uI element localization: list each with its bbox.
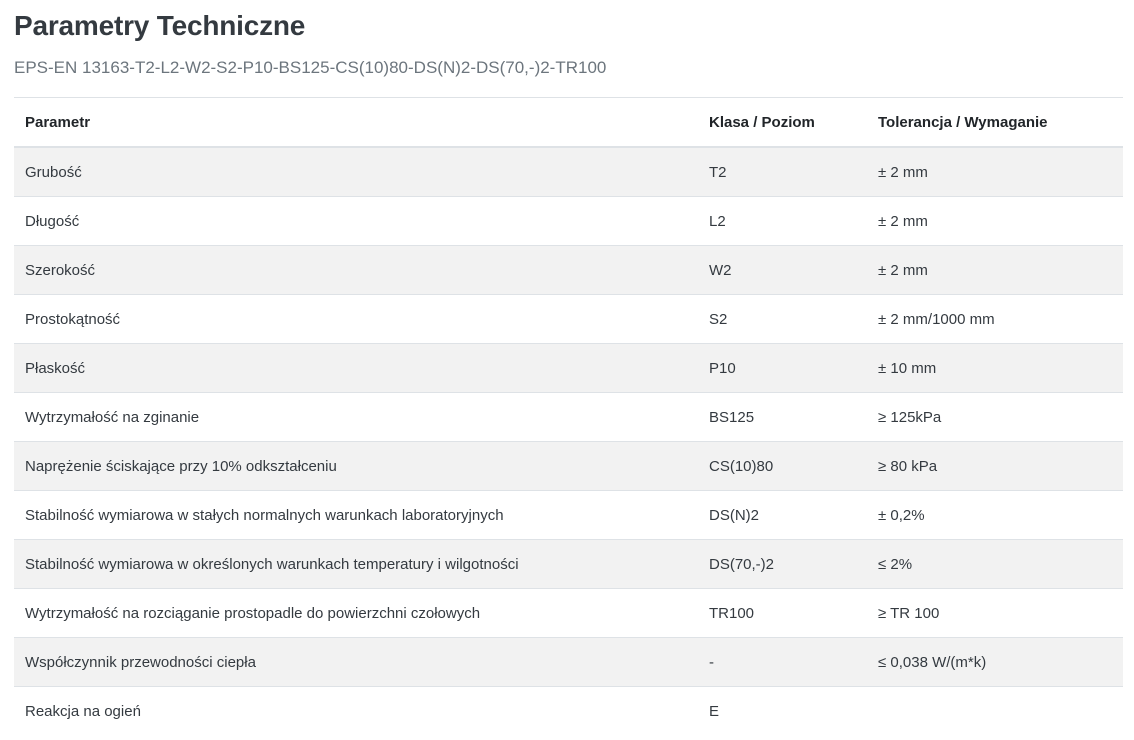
cell-klasa-poziom: DS(70,-)2 — [698, 540, 867, 589]
cell-parametr: Stabilność wymiarowa w określonych warunkach temperatury i wilgotności — [14, 540, 698, 589]
cell-klasa-poziom: TR100 — [698, 589, 867, 638]
cell-tolerancja: ± 10 mm — [867, 344, 1123, 393]
cell-parametr: Grubość — [14, 147, 698, 197]
cell-klasa-poziom: W2 — [698, 246, 867, 295]
cell-klasa-poziom: BS125 — [698, 393, 867, 442]
cell-tolerancja: ≤ 2% — [867, 540, 1123, 589]
cell-tolerancja: ± 2 mm — [867, 147, 1123, 197]
cell-tolerancja: ≥ 125kPa — [867, 393, 1123, 442]
page-title: Parametry Techniczne — [14, 10, 306, 41]
cell-parametr: Stabilność wymiarowa w stałych normalnych warunkach laboratoryjnych — [14, 491, 698, 540]
table-row — [14, 442, 1123, 491]
cell-parametr: Naprężenie ściskające przy 10% odkształceniu — [14, 442, 698, 491]
cell-tolerancja: ± 2 mm — [867, 197, 1123, 246]
cell-tolerancja: ≤ 0,038 W/(m*k) — [867, 638, 1123, 687]
table-row — [14, 197, 1123, 246]
cell-parametr: Reakcja na ogień — [14, 687, 698, 736]
table-row — [14, 687, 1123, 736]
column-header-tolerancja: Tolerancja / Wymaganie — [867, 98, 1123, 147]
table-row — [14, 589, 1123, 638]
cell-tolerancja: ± 2 mm/1000 mm — [867, 295, 1123, 344]
cell-klasa-poziom: - — [698, 638, 867, 687]
cell-tolerancja: ± 2 mm — [867, 246, 1123, 295]
table-row — [14, 147, 1123, 197]
cell-klasa-poziom: S2 — [698, 295, 867, 344]
cell-tolerancja — [867, 687, 1123, 736]
cell-parametr: Prostokątność — [14, 295, 698, 344]
cell-klasa-poziom: CS(10)80 — [698, 442, 867, 491]
cell-klasa-poziom: T2 — [698, 147, 867, 197]
table-header — [14, 98, 1123, 147]
table-header-row — [14, 98, 1123, 147]
cell-tolerancja: ≥ 80 kPa — [867, 442, 1123, 491]
table-row — [14, 638, 1123, 687]
cell-klasa-poziom: P10 — [698, 344, 867, 393]
table-row — [14, 491, 1123, 540]
cell-parametr: Wytrzymałość na rozciąganie prostopadle do powierzchni czołowych — [14, 589, 698, 638]
table-row — [14, 393, 1123, 442]
cell-parametr: Współczynnik przewodności ciepła — [14, 638, 698, 687]
cell-tolerancja: ≥ TR 100 — [867, 589, 1123, 638]
column-header-parametr: Parametr — [14, 98, 698, 147]
cell-parametr: Płaskość — [14, 344, 698, 393]
table-row — [14, 344, 1123, 393]
cell-klasa-poziom: L2 — [698, 197, 867, 246]
technical-parameters-table — [14, 98, 1123, 735]
cell-parametr: Wytrzymałość na zginanie — [14, 393, 698, 442]
cell-parametr: Długość — [14, 197, 698, 246]
column-header-klasa-poziom: Klasa / Poziom — [698, 98, 867, 147]
table-row — [14, 540, 1123, 589]
cell-klasa-poziom: E — [698, 687, 867, 736]
page-subtitle: EPS-EN 13163-T2-L2-W2-S2-P10-BS125-CS(10)80-DS(N)2-DS(70,-)2-TR100 — [14, 58, 607, 77]
table-row — [14, 246, 1123, 295]
table-body — [14, 147, 1123, 735]
cell-klasa-poziom: DS(N)2 — [698, 491, 867, 540]
cell-parametr: Szerokość — [14, 246, 698, 295]
cell-tolerancja: ± 0,2% — [867, 491, 1123, 540]
table-row — [14, 295, 1123, 344]
